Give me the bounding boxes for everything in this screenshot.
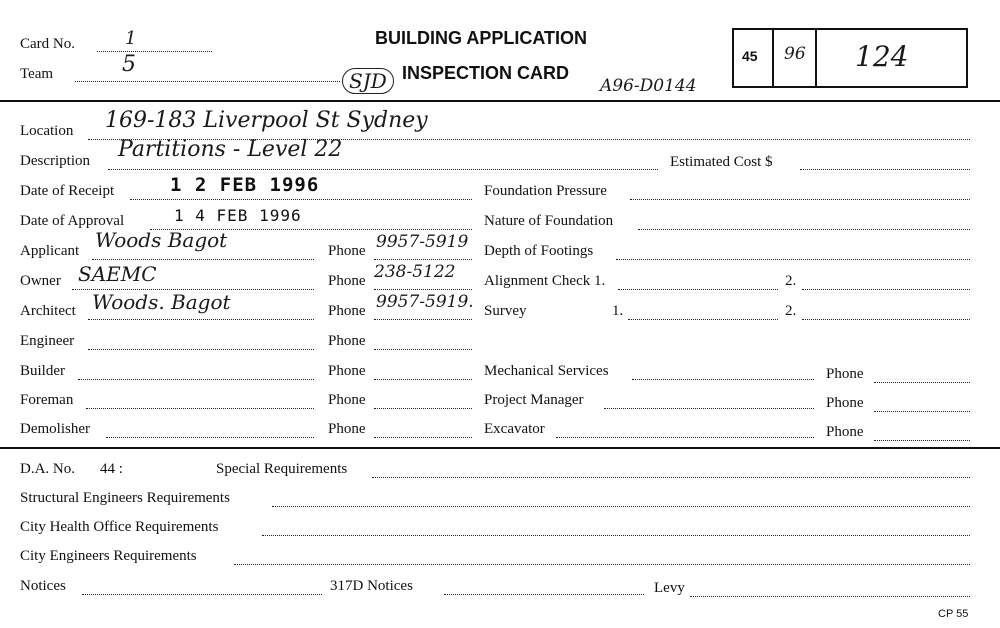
date-approval-label: Date of Approval [20, 213, 125, 229]
date-receipt-label: Date of Receipt [20, 183, 115, 199]
owner-phone-label: Phone [328, 273, 366, 289]
architect-value: Woods. Bagot [92, 290, 231, 314]
team-value: 5 [122, 52, 136, 77]
special-requirements-dots [372, 477, 970, 478]
city-engineers-label: City Engineers Requirements [20, 548, 197, 564]
project-manager-dots [604, 408, 814, 409]
excavator-phone-dots [874, 440, 970, 441]
applicant-phone-label: Phone [328, 243, 366, 259]
applicant-dots [92, 259, 314, 260]
estimated-cost-label: Estimated Cost $ [670, 154, 773, 170]
main-rule [0, 447, 1000, 449]
demolisher-dots [106, 437, 314, 438]
box-cell-3: 124 [855, 40, 909, 73]
owner-label: Owner [20, 273, 61, 289]
architect-phone-value: 9957-5919. [376, 292, 474, 312]
notices-317d-label: 317D Notices [330, 578, 413, 594]
engineer-phone-label: Phone [328, 333, 366, 349]
description-value: Partitions - Level 22 [118, 137, 343, 162]
engineer-dots [88, 349, 314, 350]
date-receipt-stamp: 1 2 FEB 1996 [170, 174, 320, 196]
description-label: Description [20, 153, 90, 169]
box-cell-2: 96 [784, 44, 806, 64]
health-dots [262, 535, 970, 536]
notices-317d-dots [444, 594, 644, 595]
applicant-phone-value: 9957-5919 [376, 232, 469, 252]
engineer-phone-dots [374, 349, 472, 350]
box-cell-1: 45 [742, 48, 758, 64]
architect-phone-label: Phone [328, 303, 366, 319]
nature-foundation-label: Nature of Foundation [484, 213, 614, 229]
mechanical-phone-label: Phone [826, 366, 864, 382]
alignment-check-1-dots [618, 289, 778, 290]
foreman-dots [86, 408, 314, 409]
excavator-label: Excavator [484, 421, 545, 437]
foundation-pressure-label: Foundation Pressure [484, 183, 607, 199]
foundation-pressure-dots [630, 199, 970, 200]
form-title-line1: BUILDING APPLICATION [375, 28, 587, 48]
levy-dots [690, 596, 970, 597]
demolisher-label: Demolisher [20, 421, 90, 437]
team-dots [75, 81, 340, 82]
applicant-phone-dots [374, 259, 472, 260]
survey-num-1: 1. [612, 303, 624, 319]
notices-label: Notices [20, 578, 66, 594]
health-label: City Health Office Requirements [20, 519, 219, 535]
builder-label: Builder [20, 363, 65, 379]
card-no-dots [97, 51, 212, 52]
owner-phone-value: 238-5122 [374, 262, 456, 282]
structural-dots [272, 506, 970, 507]
depth-footings-label: Depth of Footings [484, 243, 594, 259]
project-manager-phone-label: Phone [826, 395, 864, 411]
architect-dots [88, 319, 314, 320]
box-divider-1 [772, 28, 774, 86]
survey-label: Survey [484, 303, 527, 319]
foreman-phone-dots [374, 408, 472, 409]
builder-dots [78, 379, 314, 380]
excavator-dots [556, 437, 814, 438]
mechanical-phone-dots [874, 382, 970, 383]
demolisher-phone-label: Phone [328, 421, 366, 437]
da-no-value: 44 : [100, 461, 123, 477]
foreman-label: Foreman [20, 392, 74, 408]
builder-phone-label: Phone [328, 363, 366, 379]
architect-label: Architect [20, 303, 76, 319]
project-manager-phone-dots [874, 411, 970, 412]
description-dots [108, 169, 658, 170]
form-title-line2: INSPECTION CARD [402, 63, 570, 83]
excavator-phone-label: Phone [826, 424, 864, 440]
levy-label: Levy [654, 580, 685, 596]
card-no-label: Card No. [20, 36, 75, 52]
estimated-cost-dots [800, 169, 970, 170]
applicant-label: Applicant [20, 243, 80, 259]
nature-foundation-dots [638, 229, 970, 230]
location-label: Location [20, 123, 74, 139]
team-label: Team [20, 66, 54, 82]
inspector-initials: SJD [342, 68, 394, 94]
da-no-label: D.A. No. [20, 461, 75, 477]
alignment-check-2-dots [802, 289, 970, 290]
project-manager-label: Project Manager [484, 392, 584, 408]
date-receipt-dots [130, 199, 472, 200]
survey-1-dots [628, 319, 778, 320]
owner-phone-dots [374, 289, 472, 290]
location-value: 169-183 Liverpool St Sydney [105, 108, 428, 133]
architect-phone-dots [374, 319, 472, 320]
reference-box [732, 28, 968, 88]
mechanical-label: Mechanical Services [484, 363, 609, 379]
mechanical-dots [632, 379, 814, 380]
demolisher-phone-dots [374, 437, 472, 438]
date-approval-stamp: 1 4 FEB 1996 [174, 206, 302, 225]
owner-value: SAEMC [78, 262, 157, 286]
card-no-value: 1 [125, 28, 137, 49]
notices-dots [82, 594, 322, 595]
foreman-phone-label: Phone [328, 392, 366, 408]
structural-label: Structural Engineers Requirements [20, 490, 230, 506]
builder-phone-dots [374, 379, 472, 380]
engineer-label: Engineer [20, 333, 75, 349]
depth-footings-dots [616, 259, 970, 260]
box-divider-2 [815, 28, 817, 86]
alignment-check-num-2: 2. [785, 273, 797, 289]
file-reference: A96-D0144 [600, 76, 697, 96]
alignment-check-label: Alignment Check 1. [484, 273, 606, 289]
survey-num-2: 2. [785, 303, 797, 319]
survey-2-dots [802, 319, 970, 320]
applicant-value: Woods Bagot [95, 228, 228, 252]
special-requirements-label: Special Requirements [216, 461, 348, 477]
city-engineers-dots [234, 564, 970, 565]
form-code: CP 55 [938, 608, 969, 620]
header-rule [0, 100, 1000, 102]
